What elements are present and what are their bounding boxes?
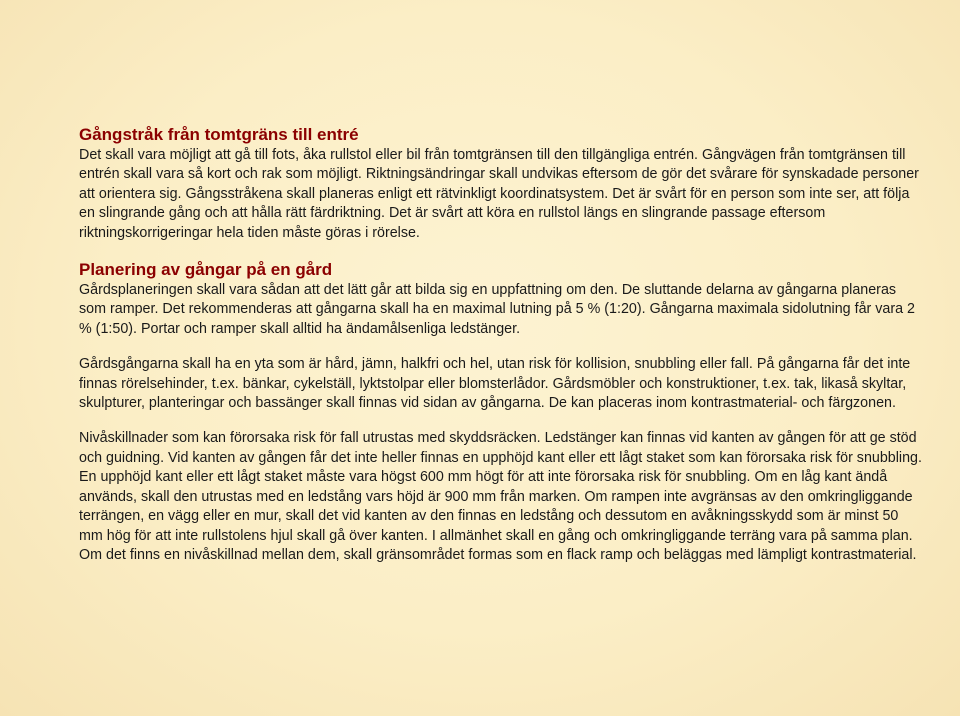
section-heading: Planering av gångar på en gård [79,260,333,280]
section-paragraph: Gårdsgångarna skall ha en yta som är hård, jämn, halkfri och hel, utan risk för kollision, snubbling eller fall. På gångarna får det inte finnas rörelsehinder, t.ex. bänkar, cykelställ, lyktstolpar eller blomsterlådor. Gårdsmöbler och konstruktioner, t.ex. tak, likaså skyltar, skulpturer, planteringar och bassänger skall finnas vid sidan av gångarna. De kan placeras inom kontrastmaterial- och färgzonen. [79,356,911,412]
section-yard-paths [79,259,924,565]
section-entrance-path [79,124,924,243]
document-body [79,124,924,565]
section-paragraph: Nivåskillnader som kan förorsaka risk för fall utrustas med skyddsräcken. Ledstänger kan finnas vid kanten av gången för att ge stöd och guidning. Vid kanten av gången får det inte heller finnas en upphöjd kant eller ett lågt staket som kan förorsaka risk för snubbling. En upphöjd kant eller ett lågt staket måste vara högst 600 mm högt för att inte förorsaka risk för snubbling. Om en låg kant ändå används, skall den utrustas med en ledstång vars höjd är 900 mm från marken. Om rampen inte avgränsas av den omkringliggande terrängen, en vägg eller en mur, skall det vid kanten av den finnas en ledstång och dessutom en avåkningsskydd som är minst 50 mm hög för att inte rullstolens hjul skall gå över kanten. I allmänhet skall en gång och omkringliggande terräng vara på samma plan. Om det finns en nivåskillnad mellan dem, skall gränsområdet formas som en flack ramp och beläggas med lämpligt kontrastmaterial. [79,430,922,563]
section-heading: Gångstråk från tomtgräns till entré [79,125,359,144]
section-paragraph: Det skall vara möjligt att gå till fots, åka rullstol eller bil från tomtgränsen till den tillgängliga entrén. Gångvägen från tomtgränsen till entrén skall vara så kort och rak som möjligt. Riktningsändringar skall undvikas eftersom de gör det svårare för synskadade personer att orientera sig. Gångsstråkena skall planeras enligt ett rätvinkligt koordinatsystem. Det är svårt för en person som inte ser, att följa en slingrande gång och att hålla rätt färdriktning. Det är svårt att köra en rullstol längs en slingrande passage eftersom riktningskorrigeringar hela tiden måste göras i rörelse. [79,147,919,241]
section-paragraph: Gårdsplaneringen skall vara sådan att det lätt går att bilda sig en uppfattning om den. De sluttande delarna av gångarna planeras som ramper. Det rekommenderas att gångarna skall ha en maximal lutning på 5 % (1:20). Gångarna maximala sidolutning får vara 2 % (1:50). Portar och ramper skall alltid ha ändamålsenliga ledstänger. [79,282,915,337]
